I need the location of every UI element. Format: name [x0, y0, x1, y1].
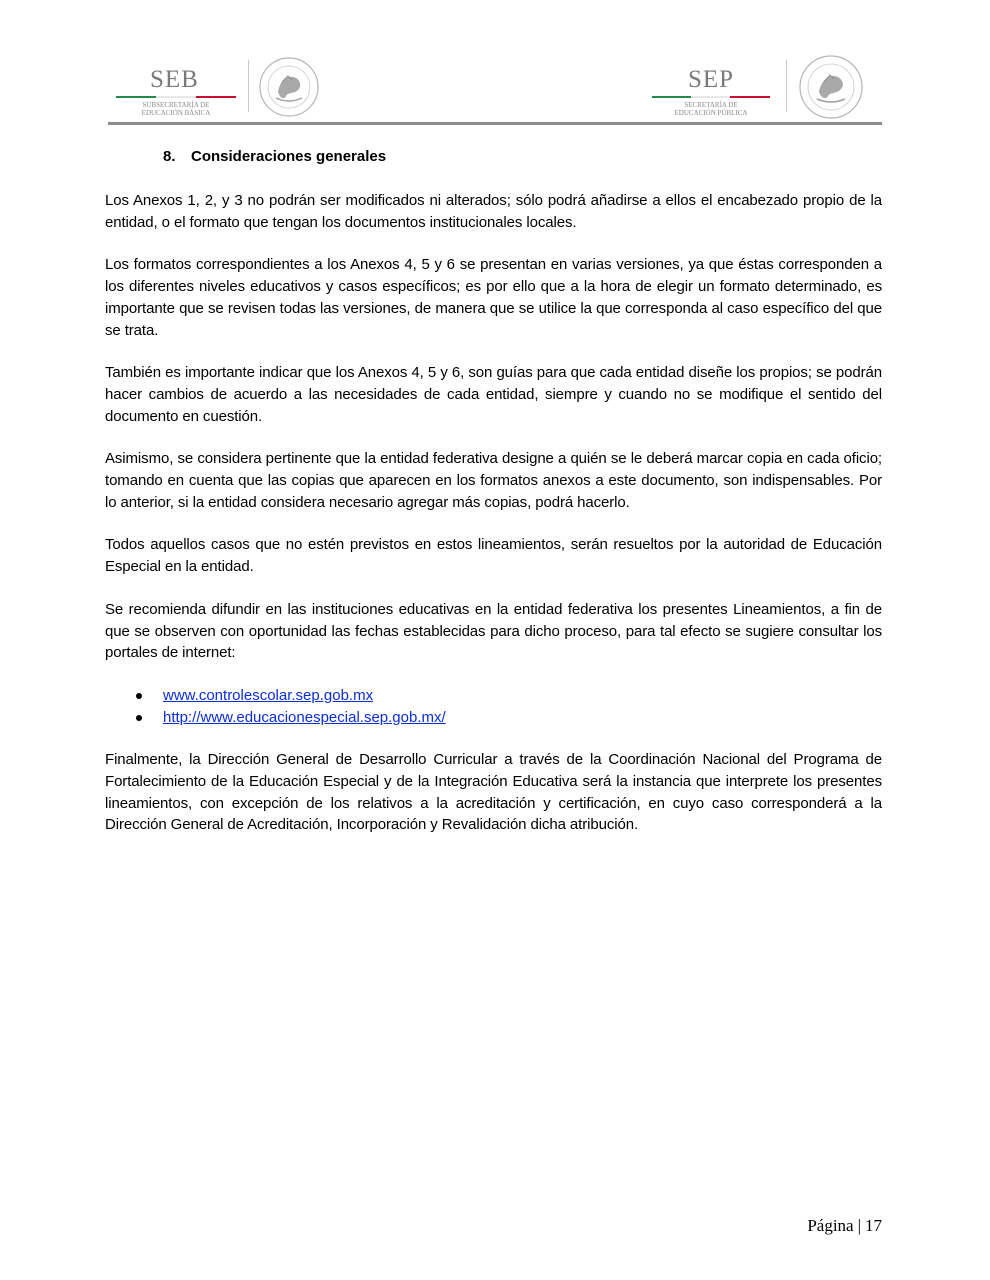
- closing-paragraph: Finalmente, la Dirección General de Desarrollo Curricular a través de la Coordinación Nacional del Programa de Fortalecimiento de la Educación Especial y de la Integración Educativa será la instancia que interprete los presentes lineamientos, con excepción de los relativos a la acreditación y certificación, en cuyo caso corresponderá a la Dirección General de Acreditación, Incorporación y Revalidación dicha atribución.: [105, 751, 882, 834]
- sep-logo: [652, 50, 882, 122]
- mexican-seal-icon: [798, 54, 864, 120]
- paragraph: Todos aquellos casos que no estén previstos en estos lineamientos, serán resueltos por la autoridad de Educación Especial en la entidad.: [105, 536, 882, 576]
- bullet-icon: [136, 693, 142, 699]
- list-item: [105, 707, 882, 729]
- page-separator: |: [857, 1216, 861, 1235]
- header-divider: [108, 122, 882, 125]
- sep-subtitle-line1: SECRETARÍA DE: [684, 101, 738, 109]
- page-footer: [807, 1216, 882, 1236]
- sep-subtitle-line2: EDUCACIÓN PÚBLICA: [674, 109, 748, 117]
- seb-subtitle-line1: SUBSECRETARÍA DE: [142, 101, 210, 109]
- page-label: Página: [807, 1216, 854, 1235]
- tricolor-stripe: [116, 96, 236, 98]
- section-heading: [105, 146, 882, 168]
- seb-logo: [108, 50, 328, 122]
- paragraph: Se recomienda difundir en las instituciones educativas en la entidad federativa los presentes Lineamientos, a fin de que se observen con oportunidad las fechas establecidas para dicho proceso, para tal efecto se sugiere consultar los portales de internet:: [105, 600, 882, 662]
- seb-subtitle-line2: EDUCACIÓN BÁSICA: [141, 109, 211, 117]
- mexican-seal-icon: [258, 56, 320, 118]
- link-educacionespecial[interactable]: http://www.educacionespecial.sep.gob.mx/: [163, 708, 446, 726]
- section-number: 8.: [163, 148, 176, 165]
- bullet-icon: [136, 715, 142, 721]
- document-body: [105, 146, 882, 857]
- paragraph: También es importante indicar que los Anexos 4, 5 y 6, son guías para que cada entidad diseñe los propios; se podrán hacer cambios de acuerdo a las necesidades de cada entidad, siempre y cuando no se modifique el sentido del documento en cuestión.: [105, 364, 882, 425]
- page-header: [108, 50, 882, 122]
- seb-acronym: SEB: [150, 66, 199, 93]
- section-title: Consideraciones generales: [191, 148, 387, 165]
- logo-divider: [786, 60, 787, 112]
- paragraph: Los formatos correspondientes a los Anexos 4, 5 y 6 se presentan en varias versiones, ya que éstas corresponden a los diferentes niveles educativos y casos específicos; es por ello que a la hora de elegir un formato determinado, es importante que se revisen todas las versiones, de manera que se utilice la que corresponda al caso específico del que se trata.: [105, 256, 882, 339]
- sep-acronym: SEP: [688, 66, 735, 93]
- logo-divider: [248, 60, 249, 112]
- seb-subtitle: [116, 101, 236, 117]
- paragraph: Los Anexos 1, 2, y 3 no podrán ser modificados ni alterados; sólo podrá añadirse a ellos el encabezado propio de la entidad, o el formato que tengan los documentos institucionales locales.: [105, 192, 882, 231]
- tricolor-stripe: [652, 96, 770, 98]
- paragraph: Asimismo, se considera pertinente que la entidad federativa designe a quién se le deberá marcar copia en cada oficio; tomando en cuenta que las copias que aparecen en los formatos anexos a este documento, son indispensables. Por lo anterior, si la entidad considera necesario agregar más copias, podrá hacerlo.: [105, 450, 882, 511]
- link-controlescolar[interactable]: www.controlescolar.sep.gob.mx: [163, 686, 374, 704]
- page-number: 17: [865, 1216, 882, 1235]
- sep-subtitle: [652, 101, 770, 117]
- list-item: [105, 685, 882, 707]
- portal-links-list: [105, 685, 882, 728]
